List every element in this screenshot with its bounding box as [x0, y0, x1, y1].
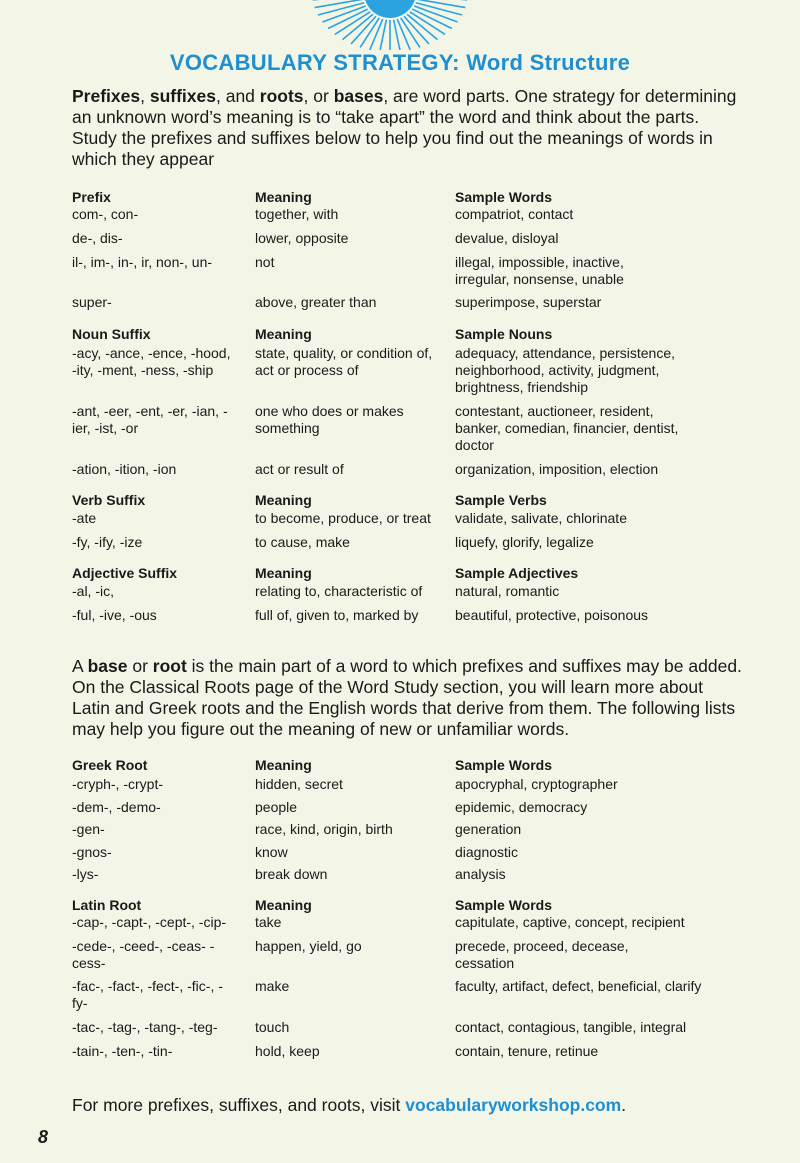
cell-samples: superimpose, superstar — [455, 294, 602, 310]
header-cell: Noun Suffix — [72, 326, 151, 342]
cell-part: -acy, -ance, -ence, -hood, -ity, -ment, -ness, -ship — [72, 345, 231, 378]
cell-meaning: not — [255, 254, 275, 270]
cell-part: -ate — [72, 510, 97, 526]
cell-meaning: lower, opposite — [255, 230, 349, 246]
cell-meaning: act or result of — [255, 461, 344, 477]
cell-part: -ful, -ive, -ous — [72, 607, 157, 623]
cell-part: il-, im-, in-, ir, non-, un- — [72, 254, 213, 270]
cell-samples: devalue, disloyal — [455, 230, 559, 246]
cell-part: -tac-, -tag-, -tang-, -teg- — [72, 1019, 218, 1035]
page-number: 8 — [38, 1127, 49, 1147]
term-bases: bases — [333, 86, 384, 106]
cell-samples: analysis — [455, 866, 506, 882]
cell-meaning: break down — [255, 866, 328, 882]
header-cell: Adjective Suffix — [72, 565, 178, 581]
cell-samples: validate, salivate, chlorinate — [455, 510, 627, 526]
cell-part: -tain-, -ten-, -tin- — [72, 1043, 173, 1059]
intro-text: , or — [303, 86, 334, 106]
cell-part: -dem-, -demo- — [72, 799, 161, 815]
header-cell: Sample Words — [455, 757, 552, 773]
cell-part: -al, -ic, — [72, 583, 114, 599]
cell-part: -cryph-, -crypt- — [72, 776, 163, 792]
cell-samples: contact, contagious, tangible, integral — [455, 1019, 687, 1035]
intro-paragraph — [72, 86, 742, 170]
header-cell: Prefix — [72, 189, 111, 205]
intro-text: , are word parts. One strategy for determining an unknown word’s meaning is to “take apart” the word and think about the parts. Study the prefixes and suffixes below to help you find out the meanings of words in which they appear — [72, 86, 737, 169]
cell-meaning: know — [255, 844, 288, 860]
footer-end: . — [621, 1095, 627, 1115]
header-cell: Sample Nouns — [455, 326, 553, 342]
header-cell: Greek Root — [72, 757, 148, 773]
cell-samples: adequacy, attendance, persistence, neighborhood, activity, judgment, brightness, friendship — [455, 345, 676, 395]
cell-part: -fy, -ify, -ize — [72, 534, 143, 550]
cell-meaning: to cause, make — [255, 534, 350, 550]
term-root: root — [152, 656, 187, 676]
cell-part: com-, con- — [72, 206, 139, 222]
cell-meaning: one who does or makes something — [255, 403, 404, 436]
cell-samples: capitulate, captive, concept, recipient — [455, 914, 685, 930]
term-suffixes: suffixes — [149, 86, 216, 106]
cell-samples: apocryphal, cryptographer — [455, 776, 618, 792]
cell-samples: beautiful, protective, poisonous — [455, 607, 649, 623]
header-cell: Meaning — [255, 189, 312, 205]
header-cell: Sample Words — [455, 897, 552, 913]
header-cell: Meaning — [255, 492, 312, 508]
cell-samples: natural, romantic — [455, 583, 560, 599]
term-prefixes: Prefixes — [72, 86, 141, 106]
cell-samples: diagnostic — [455, 844, 519, 860]
header-cell: Meaning — [255, 565, 312, 581]
term-roots: roots — [259, 86, 304, 106]
intro-text: , and — [215, 86, 260, 106]
cell-meaning: hold, keep — [255, 1043, 320, 1059]
sunburst-icon — [310, 0, 470, 50]
cell-samples: illegal, impossible, inactive, irregular, nonsense, unable — [455, 254, 624, 287]
cell-part: -gen- — [72, 821, 105, 837]
header-cell: Meaning — [255, 897, 312, 913]
term-base: base — [87, 656, 128, 676]
website-link[interactable]: vocabularyworkshop.com — [405, 1095, 622, 1115]
cell-part: -ation, -ition, -ion — [72, 461, 177, 477]
cell-samples: contain, tenure, retinue — [455, 1043, 599, 1059]
header-cell: Latin Root — [72, 897, 142, 913]
cell-meaning: together, with — [255, 206, 339, 222]
cell-part: -fac-, -fact-, -fect-, -fic-, -fy- — [72, 978, 223, 1011]
cell-samples: generation — [455, 821, 522, 837]
cell-samples: contestant, auctioneer, resident, banker, comedian, financier, dentist, doctor — [455, 403, 679, 453]
header-cell: Sample Adjectives — [455, 565, 579, 581]
cell-meaning: race, kind, origin, birth — [255, 821, 393, 837]
cell-meaning: happen, yield, go — [255, 938, 362, 954]
cell-samples: epidemic, democracy — [455, 799, 588, 815]
cell-meaning: to become, produce, or treat — [255, 510, 431, 526]
cell-part: de-, dis- — [72, 230, 123, 246]
para-text: is the main part of a word to which prefixes and suffixes may be added. On the Classical Roots page of the Word Study section, you will learn more about Latin and Greek roots and the English words that derive from them. The following lists may help you figure out the meaning of new or unfamiliar words. — [72, 656, 742, 739]
cell-samples: faculty, artifact, defect, beneficial, clarify — [455, 978, 702, 994]
header-cell: Meaning — [255, 757, 312, 773]
header-cell: Sample Words — [455, 189, 552, 205]
cell-meaning: relating to, characteristic of — [255, 583, 423, 599]
cell-meaning: state, quality, or condition of, act or process of — [255, 345, 433, 378]
cell-meaning: above, greater than — [255, 294, 377, 310]
header-cell: Sample Verbs — [455, 492, 547, 508]
cell-meaning: touch — [255, 1019, 290, 1035]
cell-meaning: full of, given to, marked by — [255, 607, 419, 623]
para-text: or — [127, 656, 153, 676]
cell-meaning: hidden, secret — [255, 776, 343, 792]
footer-note — [72, 1095, 772, 1116]
para-text: A — [72, 656, 88, 676]
cell-part: -cap-, -capt-, -cept-, -cip- — [72, 914, 227, 930]
footer-text: For more prefixes, suffixes, and roots, visit — [72, 1095, 406, 1115]
cell-part: -cede-, -ceed-, -ceas- -cess- — [72, 938, 215, 971]
cell-meaning: people — [255, 799, 298, 815]
header-cell: Meaning — [255, 326, 312, 342]
cell-part: -gnos- — [72, 844, 112, 860]
cell-part: -ant, -eer, -ent, -er, -ian, -ier, -ist, -or — [72, 403, 228, 436]
header-cell: Verb Suffix — [72, 492, 146, 508]
cell-part: super- — [72, 294, 112, 310]
cell-meaning: take — [255, 914, 282, 930]
cell-samples: precede, proceed, decease, cessation — [455, 938, 629, 971]
cell-meaning: make — [255, 978, 290, 994]
cell-part: -lys- — [72, 866, 99, 882]
cell-samples: organization, imposition, election — [455, 461, 659, 477]
cell-samples: compatriot, contact — [455, 206, 574, 222]
cell-samples: liquefy, glorify, legalize — [455, 534, 594, 550]
intro-text: , — [140, 86, 150, 106]
base-root-paragraph — [72, 656, 742, 740]
page-title: VOCABULARY STRATEGY: Word Structure — [169, 50, 631, 75]
